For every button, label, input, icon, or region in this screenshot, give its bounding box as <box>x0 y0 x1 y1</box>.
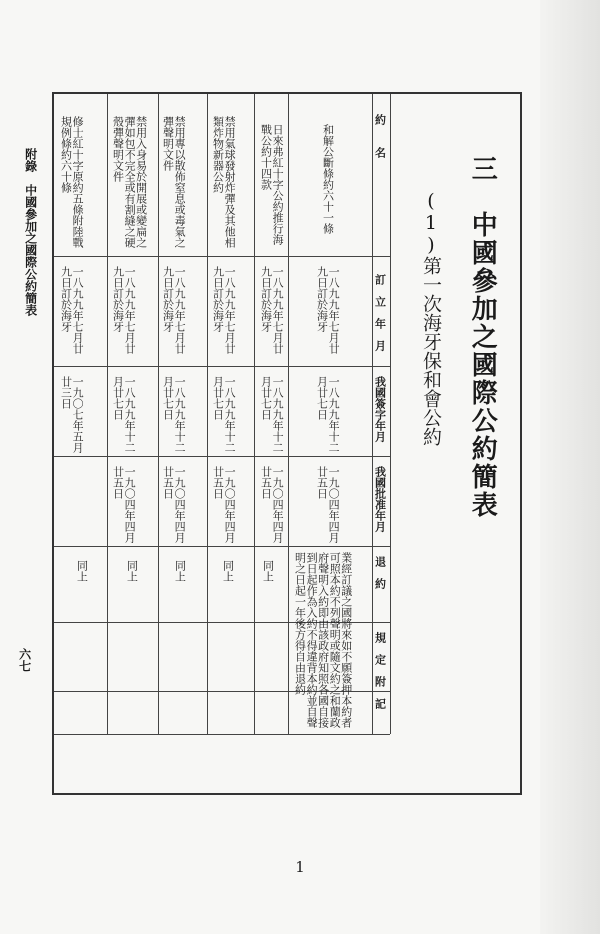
row4-china-sign: 一八九九年十二月廿七日 <box>161 376 187 453</box>
row6-signed: 一八九九年七月廿九日訂於海牙 <box>59 266 85 354</box>
h-line-2 <box>54 366 390 367</box>
row2-signed: 一八九九年七月廿九日訂於海牙 <box>259 266 285 354</box>
row4-china-ratify: 一九〇四年四月廿五日 <box>161 466 187 543</box>
v-line-4 <box>254 94 255 734</box>
row1-china-ratify: 一九〇四年四月廿五日 <box>315 466 341 543</box>
scan-edge-shadow <box>540 0 600 934</box>
row5-name: 禁用入身易於開展或變扁之彈如包不完全或有割縫之硬殼彈聲明文件 <box>111 116 148 248</box>
row5-withdraw: 同上 <box>125 560 139 582</box>
row2-china-sign: 一八九九年十二月廿七日 <box>259 376 285 453</box>
header-notes: 規 定 附 記 <box>373 632 387 709</box>
row5-signed: 一八九九年七月廿九日訂於海牙 <box>111 266 137 354</box>
page-number: 1 <box>295 858 305 876</box>
v-line-3 <box>207 94 208 734</box>
row6-name: 修士紅十字原約五條附陸戰規例條約六十條 <box>59 116 85 248</box>
header-withdraw: 退 約 <box>373 556 387 589</box>
v-line-5 <box>288 94 289 734</box>
row6-withdraw: 同上 <box>75 560 89 582</box>
row6-china-sign: 一九〇七年五月廿三日 <box>59 376 85 453</box>
section-title: 三 中國參加之國際公約簡表 <box>467 155 498 519</box>
row1-name: 和解公斷條約六十一條 <box>321 124 335 234</box>
row3-signed: 一八九九年七月廿九日訂於海牙 <box>211 266 237 354</box>
v-line-2 <box>158 94 159 734</box>
header-signed: 訂 立 年 月 <box>373 274 387 351</box>
v-line-7 <box>390 94 391 734</box>
row4-signed: 一八九九年七月廿九日訂於海牙 <box>161 266 187 354</box>
row3-withdraw: 同上 <box>221 560 235 582</box>
header-china-sign: 我國簽字年月 <box>373 376 387 442</box>
row1-notes: 業經訂議之國將來如不願簽押本約者可照本約不列聲明或隨文約之和蘭政府聲明入約即由該政府知照各國自接到日起作為入約不得違背本約並自聲明之日起一年後方得自由退約 <box>293 552 353 728</box>
row5-china-sign: 一八九九年十二月廿七日 <box>111 376 137 453</box>
table-frame <box>52 92 522 795</box>
h-line-4 <box>54 546 390 547</box>
row3-china-sign: 一八九九年十二月廿七日 <box>211 376 237 453</box>
header-china-ratify: 我國批准年月 <box>373 466 387 532</box>
row4-withdraw: 同上 <box>173 560 187 582</box>
v-line-1 <box>107 94 108 734</box>
header-name: 約 名 <box>373 114 387 158</box>
row5-china-ratify: 一九〇四年四月廿五日 <box>111 466 137 543</box>
v-line-6 <box>372 94 373 734</box>
h-line-bottom <box>54 734 390 735</box>
row2-withdraw: 同上 <box>261 560 275 582</box>
row2-china-ratify: 一九〇四年四月廿五日 <box>259 466 285 543</box>
h-line-3 <box>54 456 390 457</box>
row2-name: 日來弗紅十字公約推行海戰公約十四款 <box>259 124 285 245</box>
side-page-number: 六七 <box>17 648 32 672</box>
row1-signed: 一八九九年七月廿九日訂於海牙 <box>315 266 341 354</box>
appendix-label: 附錄 中國參加之國際公約簡表 <box>23 148 38 316</box>
h-line-1 <box>54 256 390 257</box>
row4-name: 禁用專以散佈窒息或毒氣之彈聲明文件 <box>161 116 187 248</box>
row1-china-sign: 一八九九年十二月廿七日 <box>315 376 341 453</box>
row3-china-ratify: 一九〇四年四月廿五日 <box>211 466 237 543</box>
row3-name: 禁用氣球發射炸彈及其他相類炸物新器公約 <box>211 116 237 248</box>
subsection-title: (1)第一次海牙保和會公約 <box>419 190 442 446</box>
